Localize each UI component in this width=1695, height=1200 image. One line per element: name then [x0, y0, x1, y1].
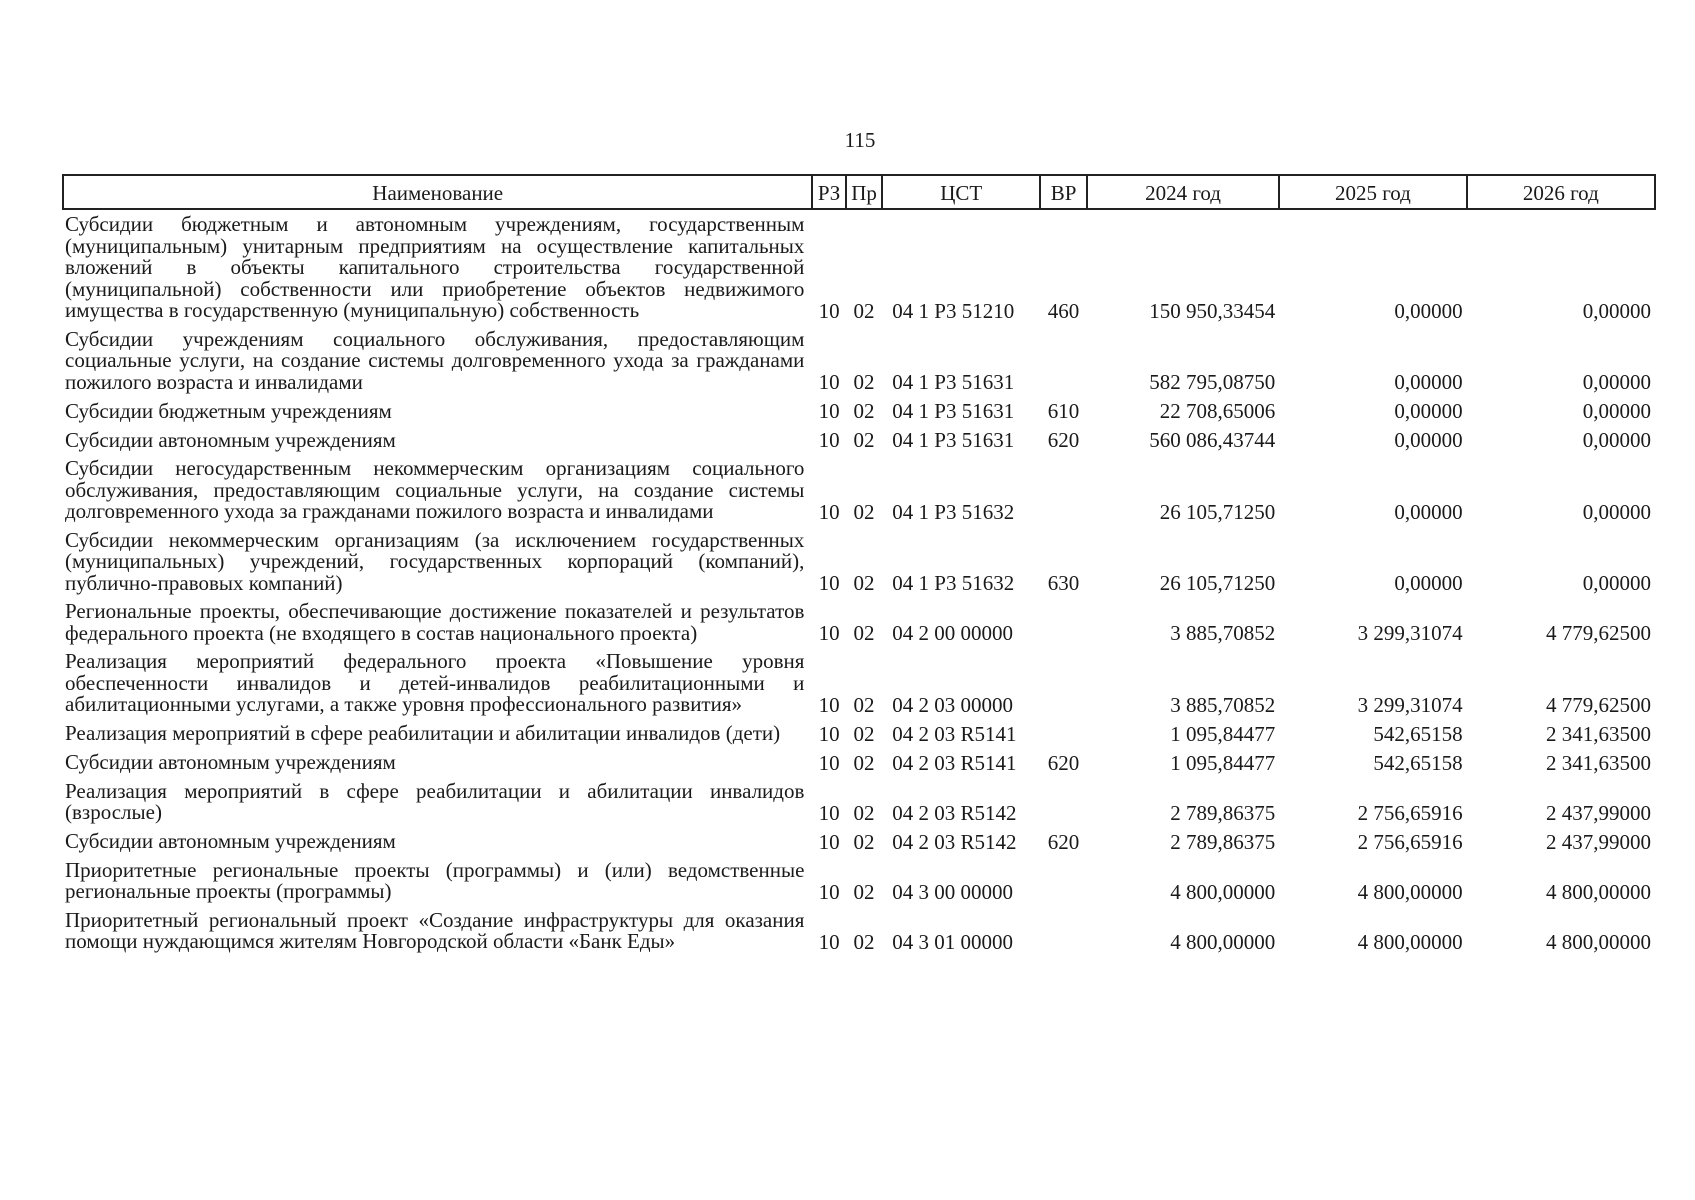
- row-vr: 620: [1047, 829, 1080, 854]
- row-pr: 02: [853, 499, 875, 524]
- row-rz: 10: [818, 428, 840, 452]
- table-row: [63, 719, 1655, 748]
- row-pr: 02: [853, 721, 875, 746]
- row-rz: 10: [818, 829, 840, 854]
- row-pr: 02: [853, 370, 875, 394]
- row-vr: [1040, 647, 1087, 719]
- row-vr: [1040, 454, 1087, 526]
- row-pr: 02: [853, 692, 875, 717]
- row-rz: 10: [818, 399, 840, 423]
- row-rz: 10: [818, 298, 840, 323]
- row-name: Субсидии негосударственным некоммерческим организациям социального обслуживания, предоставляющим социальные услуги, на создание системы долговременного ухода за гражданами пожилого возраста и инвалидами: [65, 456, 805, 523]
- row-2025: 2 756,65916: [1357, 800, 1463, 825]
- row-rz: 10: [818, 750, 840, 775]
- row-vr: 460: [1047, 298, 1080, 323]
- row-vr: [1040, 597, 1087, 647]
- row-pr: 02: [853, 929, 875, 954]
- table-row: [63, 396, 1655, 425]
- row-2024: 4 800,00000: [1170, 879, 1276, 904]
- row-name: Приоритетный региональный проект «Создание инфраструктуры для оказания помощи нуждающимся жителям Новгородской области «Банк Еды»: [65, 907, 805, 953]
- budget-table: [62, 174, 1656, 956]
- row-2024: 1 095,84477: [1170, 721, 1276, 746]
- table-row: [63, 425, 1655, 454]
- row-cst: 04 3 01 00000: [892, 929, 1014, 954]
- row-pr: 02: [853, 399, 875, 423]
- header-2024: 2024 год: [1087, 175, 1279, 209]
- row-pr: 02: [853, 750, 875, 775]
- row-2026: 4 800,00000: [1546, 879, 1651, 904]
- row-name: Субсидии учреждениям социального обслуживания, предоставляющим социальные услуги, на создание системы долговременного ухода за гражданами пожилого возраста и инвалидами: [65, 326, 805, 394]
- row-cst: 04 3 00 00000: [892, 879, 1014, 904]
- table-row: [63, 597, 1655, 647]
- row-2025: 0,00000: [1394, 298, 1463, 323]
- header-name: Наименование: [63, 175, 812, 209]
- row-rz: 10: [818, 499, 840, 524]
- row-2024: 2 789,86375: [1170, 800, 1276, 825]
- row-pr: 02: [853, 879, 875, 904]
- row-2025: 0,00000: [1394, 428, 1463, 452]
- row-2025: 0,00000: [1394, 370, 1463, 394]
- header-2026: 2026 год: [1467, 175, 1655, 209]
- row-rz: 10: [818, 879, 840, 904]
- row-2026: 2 341,63500: [1546, 750, 1651, 775]
- row-2024: 26 105,71250: [1159, 499, 1276, 524]
- row-pr: 02: [853, 800, 875, 825]
- row-2025: 3 299,31074: [1357, 621, 1463, 645]
- table-row: [63, 647, 1655, 719]
- row-vr: [1040, 856, 1087, 906]
- header-cst: ЦСТ: [882, 175, 1040, 209]
- table-row: [63, 454, 1655, 526]
- row-2025: 4 800,00000: [1357, 879, 1463, 904]
- table-row: [63, 748, 1655, 777]
- header-2025: 2025 год: [1279, 175, 1466, 209]
- row-2025: 0,00000: [1394, 499, 1463, 524]
- row-cst: 04 2 03 R5142: [892, 829, 1017, 854]
- row-name: Реализация мероприятий в сфере реабилитации и абилитации инвалидов (дети): [65, 721, 781, 745]
- row-2026: 4 800,00000: [1546, 929, 1651, 954]
- row-name: Субсидии некоммерческим организациям (за исключением государственных (муниципальных) учреждений, государственных корпораций (компаний), публично-правовых компаний): [65, 527, 805, 595]
- row-name: Реализация мероприятий федерального проекта «Повышение уровня обеспеченности инвалидов и детей-инвалидов реабилитационными и абилитационными услугами, а также уровня профессионального развития»: [65, 649, 805, 716]
- row-2025: 2 756,65916: [1357, 829, 1463, 854]
- row-name: Субсидии автономным учреждениям: [65, 829, 396, 853]
- row-cst: 04 1 Р3 51632: [892, 571, 1015, 595]
- row-rz: 10: [818, 621, 840, 645]
- row-2025: 542,65158: [1373, 750, 1463, 775]
- row-vr: 630: [1047, 571, 1080, 595]
- row-2025: 542,65158: [1373, 721, 1463, 746]
- row-rz: 10: [818, 721, 840, 746]
- row-cst: 04 1 Р3 51631: [892, 399, 1015, 423]
- row-name: Субсидии автономным учреждениям: [65, 750, 396, 774]
- row-2024: 2 789,86375: [1170, 829, 1276, 854]
- row-2024: 3 885,70852: [1170, 692, 1276, 717]
- row-2026: 2 437,99000: [1546, 829, 1651, 854]
- row-cst: 04 2 03 R5141: [892, 750, 1017, 775]
- row-2026: 2 437,99000: [1546, 800, 1651, 825]
- row-2026: 4 779,62500: [1546, 692, 1651, 717]
- table-row: [63, 827, 1655, 856]
- row-cst: 04 2 03 00000: [892, 692, 1014, 717]
- header-vr: ВР: [1040, 175, 1087, 209]
- row-pr: 02: [853, 621, 875, 645]
- row-2025: 0,00000: [1394, 571, 1463, 595]
- row-2026: 0,00000: [1582, 499, 1651, 524]
- row-vr: [1040, 719, 1087, 748]
- row-2025: 4 800,00000: [1357, 929, 1463, 954]
- row-2024: 26 105,71250: [1159, 571, 1276, 595]
- table-header-row: [63, 175, 1655, 209]
- row-2026: 0,00000: [1582, 428, 1651, 452]
- row-2024: 582 795,08750: [1149, 370, 1276, 394]
- row-rz: 10: [818, 692, 840, 717]
- row-pr: 02: [853, 829, 875, 854]
- row-rz: 10: [818, 571, 840, 595]
- row-name: Субсидии автономным учреждениям: [65, 427, 396, 452]
- row-cst: 04 1 Р3 51210: [892, 298, 1015, 323]
- row-vr: [1040, 325, 1087, 397]
- table-row: [63, 856, 1655, 906]
- row-2024: 4 800,00000: [1170, 929, 1276, 954]
- row-2026: 0,00000: [1582, 370, 1651, 394]
- row-2026: 4 779,62500: [1546, 621, 1651, 645]
- row-2026: 0,00000: [1582, 399, 1651, 423]
- row-vr: 610: [1047, 399, 1080, 423]
- row-name: Субсидии бюджетным учреждениям: [65, 398, 392, 423]
- table-row: [63, 209, 1655, 325]
- row-vr: 620: [1047, 750, 1080, 775]
- row-cst: 04 2 00 00000: [892, 621, 1014, 645]
- row-2024: 150 950,33454: [1149, 298, 1276, 323]
- row-rz: 10: [818, 370, 840, 394]
- row-rz: 10: [818, 800, 840, 825]
- row-pr: 02: [853, 428, 875, 452]
- row-2024: 560 086,43744: [1149, 428, 1276, 452]
- row-cst: 04 1 Р3 51631: [892, 428, 1015, 452]
- row-vr: 620: [1047, 428, 1080, 452]
- row-2024: 1 095,84477: [1170, 750, 1276, 775]
- row-cst: 04 2 03 R5142: [892, 800, 1017, 825]
- row-2024: 3 885,70852: [1170, 621, 1276, 645]
- row-vr: [1040, 906, 1087, 956]
- row-name: Субсидии бюджетным и автономным учреждениям, государственным (муниципальным) унитарным предприятиям на осуществление капитальных вложений в объекты капитального строительства государственной (муниципальной) собственности или приобретение объектов недвижимого имущества в государственную (муниципальную) собственность: [65, 212, 805, 322]
- row-cst: 04 1 Р3 51632: [892, 499, 1015, 524]
- page-number: 115: [844, 128, 876, 152]
- row-name: Региональные проекты, обеспечивающие достижение показателей и результатов федерального проекта (не входящего в состав национального проекта): [65, 599, 805, 645]
- row-2026: 0,00000: [1582, 571, 1651, 595]
- row-name: Приоритетные региональные проекты (программы) и (или) ведомственные региональные проекты (программы): [65, 857, 805, 903]
- row-2024: 22 708,65006: [1159, 399, 1276, 423]
- row-2025: 3 299,31074: [1357, 692, 1463, 717]
- row-name: Реализация мероприятий в сфере реабилитации и абилитации инвалидов (взрослые): [65, 778, 805, 824]
- row-2026: 2 341,63500: [1546, 721, 1651, 746]
- row-vr: [1040, 777, 1087, 827]
- row-cst: 04 2 03 R5141: [892, 721, 1017, 746]
- table-row: [63, 777, 1655, 827]
- table-row: [63, 906, 1655, 956]
- row-2025: 0,00000: [1394, 399, 1463, 423]
- row-pr: 02: [853, 571, 875, 595]
- row-cst: 04 1 Р3 51631: [892, 370, 1015, 394]
- row-pr: 02: [853, 298, 875, 323]
- header-rz: РЗ: [812, 175, 845, 209]
- table-row: [63, 325, 1655, 397]
- row-rz: 10: [818, 929, 840, 954]
- table-row: [63, 526, 1655, 598]
- header-pr: Пр: [846, 175, 882, 209]
- row-2026: 0,00000: [1582, 298, 1651, 323]
